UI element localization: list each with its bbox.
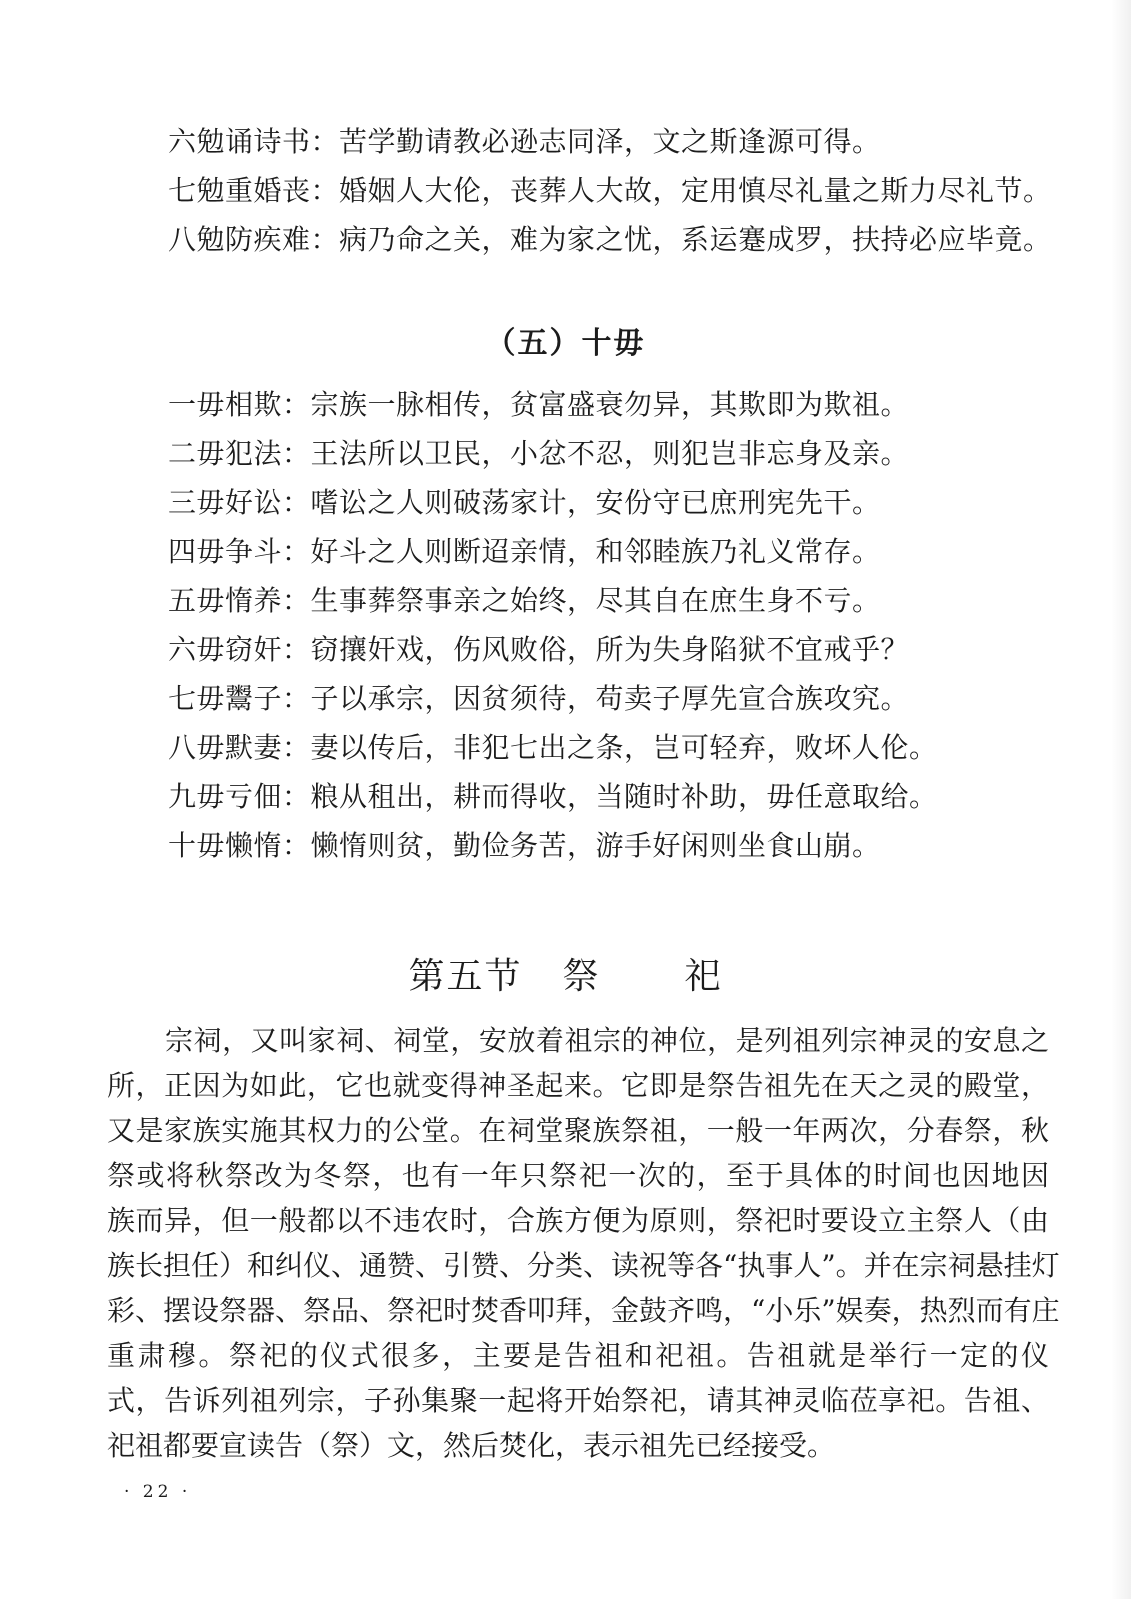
- wu-rule-4: 四毋争斗：好斗之人则断迢亲情，和邻睦族乃礼义常存。: [168, 535, 881, 568]
- wu-rule-1: 一毋相欺：宗族一脉相传，贫富盛衰勿异，其欺即为欺祖。: [168, 388, 910, 421]
- page-number: · 22 ·: [124, 1482, 192, 1502]
- wu-rule-8: 八毋默妻：妻以传后，非犯七出之条，岂可轻弃，败坏人伦。: [168, 731, 938, 764]
- paragraph-line-4: 祭或将秋祭改为冬祭，也有一年只祭祀一次的，至于具体的时间也因地因: [107, 1159, 1049, 1192]
- wu-rule-6: 六毋窃奸：窃攘奸戏，伤风败俗，所为失身陷狱不宜戒乎？: [168, 633, 910, 666]
- paragraph-line-7: 彩、摆设祭器、祭品、祭祀时焚香叩拜，金鼓齐鸣，“小乐”娱奏，热烈而有庄: [107, 1294, 1060, 1327]
- mian-rule-6: 六勉诵诗书：苦学勤请教必逊志同泽，文之斯逢源可得。: [168, 125, 881, 158]
- wu-rule-10: 十毋懒惰：懒惰则贫，勤俭务苦，游手好闲则坐食山崩。: [168, 829, 881, 862]
- chapter-title-char-1: 祭: [562, 956, 601, 997]
- paragraph-line-8: 重肃穆。祭祀的仪式很多，主要是告祖和祀祖。告祖就是举行一定的仪: [107, 1339, 1049, 1372]
- wu-rule-2: 二毋犯法：王法所以卫民，小忿不忍，则犯岂非忘身及亲。: [168, 437, 910, 470]
- paragraph-line-1: 宗祠，又叫家祠、祠堂，安放着祖宗的神位，是列祖列宗神灵的安息之: [165, 1024, 1049, 1057]
- paragraph-line-6: 族长担任）和纠仪、通赞、引赞、分类、读祝等各“执事人”。并在宗祠悬挂灯: [107, 1249, 1060, 1282]
- wu-rule-7: 七毋鬻子：子以承宗，因贫须待，苟卖子厚先宣合族攻究。: [168, 682, 910, 715]
- paragraph-line-10: 祀祖都要宣读告（祭）文，然后焚化，表示祖先已经接受。: [107, 1429, 836, 1462]
- paragraph-line-2: 所，正因为如此，它也就变得神圣起来。它即是祭告祖先在天之灵的殿堂，: [107, 1069, 1049, 1102]
- chapter-title: [0, 948, 1131, 999]
- chapter-title-char-2: 祀: [684, 956, 723, 997]
- paragraph-line-5: 族而异，但一般都以不违农时，合族方便为原则，祭祀时要设立主祭人（由: [107, 1204, 1049, 1237]
- section-heading-shi-wu: （五）十毋: [485, 326, 646, 361]
- mian-rule-8: 八勉防疾难：病乃命之关，难为家之忧，系运蹇成罗，扶持必应毕竟。: [168, 223, 1052, 256]
- wu-rule-3: 三毋好讼：嗜讼之人则破荡家计，安份守已庶刑宪先干。: [168, 486, 881, 519]
- paragraph-line-3: 又是家族实施其权力的公堂。在祠堂聚族祭祖，一般一年两次，分春祭，秋: [107, 1114, 1049, 1147]
- mian-rule-7: 七勉重婚丧：婚姻人大伦，丧葬人大故，定用慎尽礼量之斯力尽礼节。: [168, 174, 1052, 207]
- wu-rule-5: 五毋惰养：生事葬祭事亲之始终，尽其自在庶生身不亏。: [168, 584, 881, 617]
- wu-rule-9: 九毋亏佃：粮从租出，耕而得收，当随时补助，毋任意取给。: [168, 780, 938, 813]
- scan-edge-shadow: [1111, 0, 1131, 1599]
- paragraph-line-9: 式，告诉列祖列宗，子孙集聚一起将开始祭祀，请其神灵临莅享祀。告祖、: [107, 1384, 1049, 1417]
- chapter-number: 第五节: [408, 956, 523, 997]
